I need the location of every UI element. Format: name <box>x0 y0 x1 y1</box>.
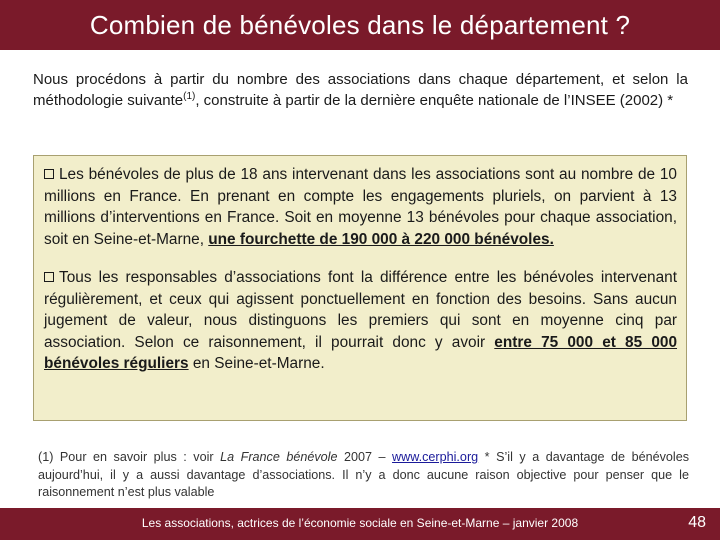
footnote <box>38 449 689 502</box>
bullet-box <box>33 155 687 421</box>
bullet-emphasis: entre 75 000 et 85 000 bénévoles réguliers <box>44 333 678 372</box>
page-title: Combien de bénévoles dans le département ? <box>89 9 631 40</box>
intro-text: Nous procédons à partir du nombre des associations dans chaque département, et selon la méthodologie suivante <box>33 71 688 109</box>
bullet-text: Tous les responsables d’associations font la différence entre les bénévoles intervenant régulièrement, et ceux qui agissent ponctuellement en fonction des besoins. Sans aucun jugement de valeur, nous distinguons les premiers qui sont en moyenne cinq par association. Selon ce raisonnement, il pourrait donc y avoir <box>44 269 677 351</box>
footer-bar <box>0 508 720 540</box>
footnote-prefix: (1) Pour en savoir plus : voir <box>38 450 221 464</box>
bullet-item-regular-volunteers <box>44 267 677 375</box>
footnote-book-title: La France bénévole <box>220 450 338 464</box>
intro-paragraph <box>33 69 688 111</box>
bullet-text-end: en Seine-et-Marne. <box>188 355 325 372</box>
title-bar <box>0 0 720 50</box>
footer-text: Les associations, actrices de l’économie sociale en Seine-et-Marne – janvier 2008 <box>141 516 579 530</box>
bullet-item-volunteer-count <box>44 164 677 250</box>
checkbox-bullet-icon <box>44 272 54 282</box>
bullet-emphasis: une fourchette de 190 000 à 220 000 bénévoles. <box>208 230 554 248</box>
cerphi-link[interactable]: www.cerphi.org <box>392 450 479 464</box>
page-number: 48 <box>688 514 706 531</box>
footnote-reference: (1) <box>183 91 196 102</box>
bullet-text: Les bénévoles de plus de 18 ans intervenant dans les associations sont au nombre de 10 millions en France. En prenant en compte les engagements pluriels, on parvient à 13 millions d’interventions en France. Soit en moyenne 13 bénévoles pour chaque association, soit en Seine-et-Marne, <box>44 166 677 248</box>
footnote-suffix: * S’il y a davantage de bénévoles aujourd’hui, il y a aussi davantage d’associations. Il n’y a donc aucune raison objective pour penser que le raisonnement n’est plus valable <box>38 450 689 499</box>
footnote-middle: 2007 – <box>337 450 393 464</box>
intro-text-continued: , construite à partir de la dernière enquête nationale de l’INSEE (2002) * <box>195 92 674 109</box>
checkbox-bullet-icon <box>44 169 54 179</box>
